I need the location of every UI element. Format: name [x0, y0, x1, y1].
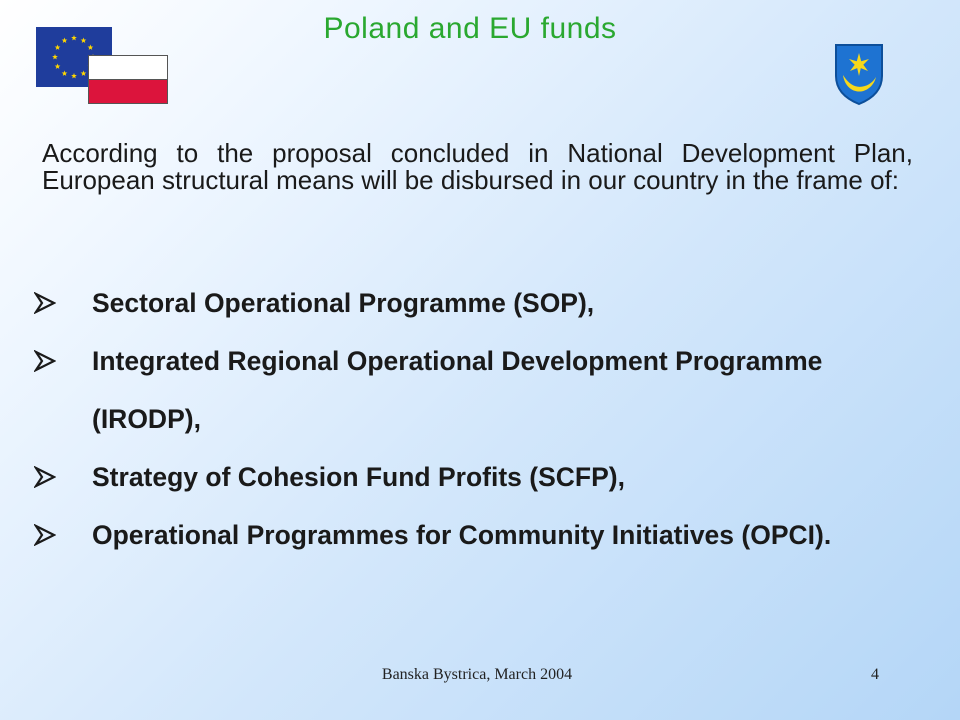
poland-flag-icon	[88, 55, 168, 104]
footer-text: Banska Bystrica, March 2004	[381, 666, 573, 683]
arrow-bullet-icon	[32, 448, 92, 506]
bullet-text: Integrated Regional Operational Development Programme (IRODP),	[92, 346, 823, 434]
bullet-text: Sectoral Operational Programme (SOP),	[92, 288, 595, 318]
arrow-bullet-icon	[32, 332, 92, 390]
bullet-text: Strategy of Cohesion Fund Profits (SCFP),	[92, 462, 625, 492]
bullet-list	[32, 274, 932, 564]
coat-of-arms-icon	[833, 42, 885, 106]
arrow-bullet-icon	[32, 274, 92, 332]
list-item	[32, 332, 932, 448]
list-item	[32, 448, 932, 506]
list-item	[32, 274, 932, 332]
page-number: 4	[871, 666, 879, 683]
intro-paragraph: According to the proposal concluded in National Development Plan, European structural means will be disbursed in our country in the frame of:	[42, 138, 913, 195]
slide-title: Poland and EU funds	[323, 12, 617, 45]
bullet-text: Operational Programmes for Community Initiatives (OPCI).	[92, 520, 832, 550]
list-item	[32, 506, 932, 564]
arrow-bullet-icon	[32, 506, 92, 564]
